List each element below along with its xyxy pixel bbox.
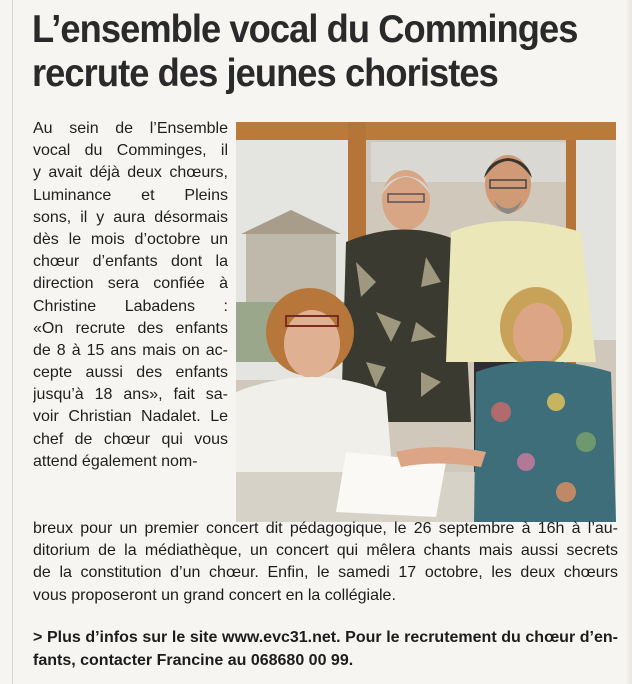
- column-text-line: sons, il y aura désormais: [33, 208, 228, 226]
- woman-left-face: [284, 310, 340, 378]
- article-wide-text: [33, 518, 618, 607]
- article-headline: [32, 8, 583, 96]
- man-left-face: [382, 170, 430, 230]
- column-text-line: Christine Labadens :: [33, 297, 228, 315]
- info-text-line: fants, contacter Francine au 068680 00 99.: [33, 651, 354, 669]
- wide-text-line: breux pour un premier concert dit pédagogique, le 26 septembre à 16h à l’au-: [33, 520, 618, 537]
- headline-line-1: L’ensemble vocal du Comminges: [32, 8, 578, 51]
- wide-text-line: ditorium de la médiathèque, un concert qui mêlera chants mais aussi secrets: [33, 542, 618, 560]
- info-text-line: > Plus d’infos sur le site www.evc31.net. Pour le recrutement du chœur d’en-: [33, 629, 618, 646]
- column-text-line: direction sera confiée à: [33, 275, 228, 293]
- column-text-line: cepte aussi des enfants: [33, 364, 228, 382]
- column-text-line: chef de chœur qui vous: [33, 430, 228, 448]
- dress-flower-4: [517, 453, 535, 471]
- page-edge: [626, 0, 632, 684]
- dress-flower-1: [491, 402, 511, 422]
- column-text-line: vocal du Comminges, il: [33, 142, 228, 160]
- dress-flower-2: [547, 393, 565, 411]
- column-text-line: attend également nom-: [33, 452, 198, 470]
- column-text-line: voir Christian Nadalet. Le: [33, 408, 228, 426]
- headline-line-2: recrute des jeunes choristes: [32, 52, 498, 95]
- column-text-line: chœur d’enfants dont la: [33, 253, 228, 271]
- page-fold-line: [12, 0, 13, 684]
- column-text-line: dès le mois d’octobre un: [33, 230, 228, 248]
- article-column-text: [33, 118, 228, 473]
- article-info-footer: [33, 627, 618, 672]
- man-right-face: [485, 155, 531, 213]
- column-text-line: «On recrute des enfants: [33, 319, 228, 337]
- dress-flower-3: [576, 432, 596, 452]
- group-photo-illustration: [236, 122, 616, 522]
- dress-flower-5: [556, 482, 576, 502]
- column-text-line: de 8 à 15 ans mais on ac-: [33, 341, 228, 359]
- woman-right-face: [513, 303, 563, 365]
- column-text-line: y avait déjà deux chœurs,: [33, 164, 228, 182]
- column-text-line: jusqu’à 18 ans», fait sa-: [33, 386, 228, 404]
- column-text-line: Au sein de l’Ensemble: [33, 120, 228, 137]
- article-photo: [236, 122, 616, 522]
- photo-beam-top: [236, 122, 616, 140]
- wide-text-line: vous proposeront un grand concert en la collégiale.: [33, 586, 396, 604]
- column-text-line: Luminance et Pleins: [33, 186, 228, 204]
- wide-text-line: de la constitution d’un chœur. Enfin, le samedi 17 octobre, les deux chœurs: [33, 564, 618, 582]
